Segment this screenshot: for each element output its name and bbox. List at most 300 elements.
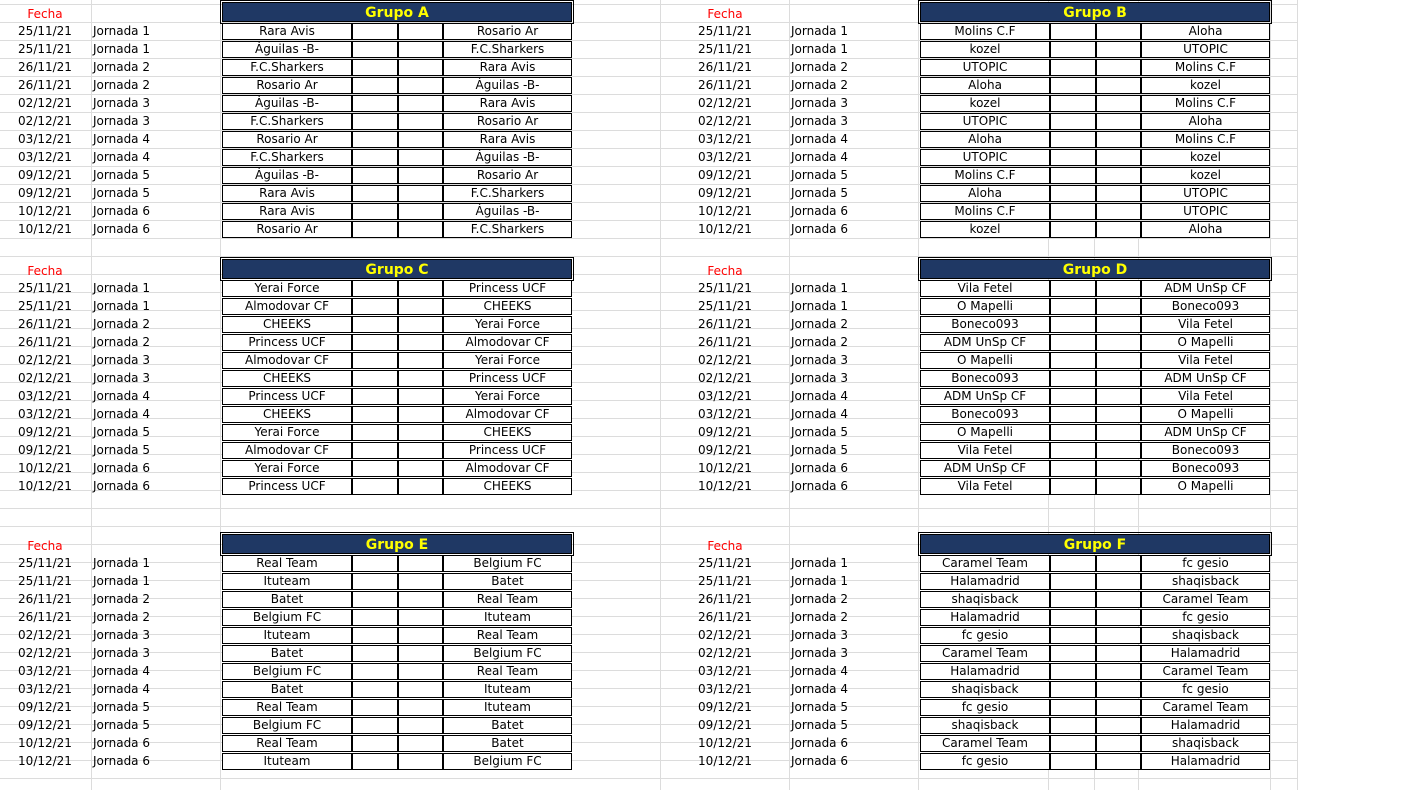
score-cell[interactable] — [398, 59, 443, 76]
score-cell[interactable] — [1050, 406, 1096, 423]
home-team-cell[interactable]: Rara Avis — [222, 185, 352, 202]
away-team-cell[interactable]: Princess UCF — [443, 280, 572, 297]
away-team-cell[interactable]: Princess UCF — [443, 442, 572, 459]
score-cell[interactable] — [352, 699, 398, 716]
score-cell[interactable] — [1050, 221, 1096, 238]
away-team-cell[interactable]: shaqisback — [1141, 627, 1270, 644]
home-team-cell[interactable]: Real Team — [222, 699, 352, 716]
score-cell[interactable] — [352, 406, 398, 423]
home-team-cell[interactable]: Boneco093 — [920, 370, 1050, 387]
away-team-cell[interactable]: F.C.Sharkers — [443, 41, 572, 58]
score-cell[interactable] — [1096, 23, 1141, 40]
home-team-cell[interactable]: Ituteam — [222, 627, 352, 644]
home-team-cell[interactable]: Aloha — [920, 185, 1050, 202]
home-team-cell[interactable]: F.C.Sharkers — [222, 59, 352, 76]
score-cell[interactable] — [1050, 41, 1096, 58]
score-cell[interactable] — [398, 95, 443, 112]
score-cell[interactable] — [352, 131, 398, 148]
home-team-cell[interactable]: Rosario Ar — [222, 77, 352, 94]
score-cell[interactable] — [352, 334, 398, 351]
score-cell[interactable] — [1096, 406, 1141, 423]
home-team-cell[interactable]: O Mapelli — [920, 298, 1050, 315]
home-team-cell[interactable]: Rosario Ar — [222, 131, 352, 148]
score-cell[interactable] — [352, 59, 398, 76]
score-cell[interactable] — [352, 681, 398, 698]
score-cell[interactable] — [398, 573, 443, 590]
away-team-cell[interactable]: O Mapelli — [1141, 478, 1270, 495]
score-cell[interactable] — [1096, 681, 1141, 698]
score-cell[interactable] — [1050, 131, 1096, 148]
score-cell[interactable] — [352, 41, 398, 58]
home-team-cell[interactable]: fc gesio — [920, 627, 1050, 644]
score-cell[interactable] — [352, 370, 398, 387]
score-cell[interactable] — [398, 681, 443, 698]
score-cell[interactable] — [352, 735, 398, 752]
score-cell[interactable] — [398, 280, 443, 297]
score-cell[interactable] — [352, 717, 398, 734]
score-cell[interactable] — [398, 298, 443, 315]
home-team-cell[interactable]: Yerai Force — [222, 424, 352, 441]
home-team-cell[interactable]: UTOPIC — [920, 113, 1050, 130]
home-team-cell[interactable]: Rara Avis — [222, 203, 352, 220]
away-team-cell[interactable]: F.C.Sharkers — [443, 221, 572, 238]
home-team-cell[interactable]: O Mapelli — [920, 424, 1050, 441]
away-team-cell[interactable]: Belgium FC — [443, 555, 572, 572]
home-team-cell[interactable]: ADM UnSp CF — [920, 460, 1050, 477]
score-cell[interactable] — [352, 23, 398, 40]
score-cell[interactable] — [1050, 591, 1096, 608]
away-team-cell[interactable]: Rara Avis — [443, 131, 572, 148]
score-cell[interactable] — [1050, 185, 1096, 202]
away-team-cell[interactable]: Almodovar CF — [443, 406, 572, 423]
home-team-cell[interactable]: kozel — [920, 41, 1050, 58]
match-date: 03/12/21 — [698, 389, 752, 403]
score-cell[interactable] — [398, 442, 443, 459]
score-cell[interactable] — [1096, 352, 1141, 369]
score-cell[interactable] — [1096, 334, 1141, 351]
score-cell[interactable] — [398, 460, 443, 477]
away-team-cell[interactable]: Águilas -B- — [443, 149, 572, 166]
away-team-cell[interactable]: Batet — [443, 735, 572, 752]
away-team-cell[interactable]: Aloha — [1141, 113, 1270, 130]
home-team-cell[interactable]: Batet — [222, 645, 352, 662]
away-team-cell[interactable]: fc gesio — [1141, 555, 1270, 572]
score-cell[interactable] — [1096, 113, 1141, 130]
home-team-cell[interactable]: Real Team — [222, 735, 352, 752]
score-cell[interactable] — [398, 167, 443, 184]
score-cell[interactable] — [352, 77, 398, 94]
score-cell[interactable] — [398, 370, 443, 387]
score-cell[interactable] — [1050, 23, 1096, 40]
score-cell[interactable] — [398, 663, 443, 680]
score-cell[interactable] — [1096, 573, 1141, 590]
score-cell[interactable] — [398, 699, 443, 716]
score-cell[interactable] — [1050, 298, 1096, 315]
score-cell[interactable] — [1096, 203, 1141, 220]
away-team-cell[interactable]: Belgium FC — [443, 753, 572, 770]
score-cell[interactable] — [352, 113, 398, 130]
away-team-cell[interactable]: Ituteam — [443, 609, 572, 626]
score-cell[interactable] — [1096, 41, 1141, 58]
away-team-cell[interactable]: Vila Fetel — [1141, 388, 1270, 405]
match-jornada: Jornada 6 — [93, 479, 150, 493]
away-team-cell[interactable]: Águilas -B- — [443, 203, 572, 220]
away-team-cell[interactable]: Aloha — [1141, 221, 1270, 238]
score-cell[interactable] — [1096, 717, 1141, 734]
score-cell[interactable] — [398, 185, 443, 202]
home-team-cell[interactable]: Caramel Team — [920, 555, 1050, 572]
score-cell[interactable] — [1096, 370, 1141, 387]
score-cell[interactable] — [1096, 460, 1141, 477]
home-team-cell[interactable]: Princess UCF — [222, 334, 352, 351]
score-cell[interactable] — [398, 352, 443, 369]
away-team-cell[interactable]: Águilas -B- — [443, 77, 572, 94]
score-cell[interactable] — [352, 442, 398, 459]
home-team-cell[interactable]: Aloha — [920, 77, 1050, 94]
score-cell[interactable] — [352, 352, 398, 369]
score-cell[interactable] — [352, 753, 398, 770]
away-team-cell[interactable]: UTOPIC — [1141, 41, 1270, 58]
home-team-cell[interactable]: Boneco093 — [920, 316, 1050, 333]
score-cell[interactable] — [352, 627, 398, 644]
away-team-cell[interactable]: Yerai Force — [443, 388, 572, 405]
score-cell[interactable] — [1096, 424, 1141, 441]
score-cell[interactable] — [1050, 753, 1096, 770]
away-team-cell[interactable]: Belgium FC — [443, 645, 572, 662]
score-cell[interactable] — [1096, 185, 1141, 202]
away-team-cell[interactable]: ADM UnSp CF — [1141, 424, 1270, 441]
score-cell[interactable] — [1050, 203, 1096, 220]
grid-row-line — [0, 526, 1298, 527]
score-cell[interactable] — [398, 23, 443, 40]
away-team-cell[interactable]: Boneco093 — [1141, 298, 1270, 315]
home-team-cell[interactable]: Halamadrid — [920, 609, 1050, 626]
score-cell[interactable] — [1096, 59, 1141, 76]
home-team-cell[interactable]: Almodovar CF — [222, 442, 352, 459]
score-cell[interactable] — [1050, 681, 1096, 698]
home-team-cell[interactable]: Yerai Force — [222, 460, 352, 477]
score-cell[interactable] — [1050, 113, 1096, 130]
away-team-cell[interactable]: UTOPIC — [1141, 203, 1270, 220]
away-team-cell[interactable]: shaqisback — [1141, 573, 1270, 590]
away-team-cell[interactable]: Real Team — [443, 663, 572, 680]
away-team-cell[interactable]: Real Team — [443, 591, 572, 608]
score-cell[interactable] — [398, 591, 443, 608]
score-cell[interactable] — [352, 280, 398, 297]
away-team-cell[interactable]: Halamadrid — [1141, 753, 1270, 770]
home-team-cell[interactable]: Belgium FC — [222, 717, 352, 734]
score-cell[interactable] — [1050, 735, 1096, 752]
home-team-cell[interactable]: Vila Fetel — [920, 280, 1050, 297]
score-cell[interactable] — [352, 95, 398, 112]
home-team-cell[interactable]: Halamadrid — [920, 573, 1050, 590]
away-team-cell[interactable]: kozel — [1141, 77, 1270, 94]
score-cell[interactable] — [352, 478, 398, 495]
home-team-cell[interactable]: CHEEKS — [222, 370, 352, 387]
score-cell[interactable] — [352, 388, 398, 405]
home-team-cell[interactable]: F.C.Sharkers — [222, 149, 352, 166]
score-cell[interactable] — [1096, 388, 1141, 405]
score-cell[interactable] — [398, 131, 443, 148]
away-team-cell[interactable]: O Mapelli — [1141, 334, 1270, 351]
home-team-cell[interactable]: fc gesio — [920, 699, 1050, 716]
away-team-cell[interactable]: Almodovar CF — [443, 460, 572, 477]
home-team-cell[interactable]: Yerai Force — [222, 280, 352, 297]
score-cell[interactable] — [398, 627, 443, 644]
away-team-cell[interactable]: Yerai Force — [443, 316, 572, 333]
away-team-cell[interactable]: ADM UnSp CF — [1141, 370, 1270, 387]
home-team-cell[interactable]: Boneco093 — [920, 406, 1050, 423]
score-cell[interactable] — [1050, 316, 1096, 333]
match-date: 26/11/21 — [698, 78, 752, 92]
away-team-cell[interactable]: Halamadrid — [1141, 717, 1270, 734]
home-team-cell[interactable]: CHEEKS — [222, 316, 352, 333]
score-cell[interactable] — [398, 388, 443, 405]
score-cell[interactable] — [1050, 609, 1096, 626]
score-cell[interactable] — [1050, 280, 1096, 297]
home-team-cell[interactable]: ADM UnSp CF — [920, 334, 1050, 351]
away-team-cell[interactable]: Molins C.F — [1141, 59, 1270, 76]
score-cell[interactable] — [398, 717, 443, 734]
score-cell[interactable] — [398, 221, 443, 238]
away-team-cell[interactable]: Vila Fetel — [1141, 352, 1270, 369]
score-cell[interactable] — [1096, 316, 1141, 333]
away-team-cell[interactable]: UTOPIC — [1141, 185, 1270, 202]
fecha-header: Fecha — [27, 539, 63, 553]
score-cell[interactable] — [1050, 645, 1096, 662]
score-cell[interactable] — [352, 573, 398, 590]
home-team-cell[interactable]: Ituteam — [222, 573, 352, 590]
home-team-cell[interactable]: Águilas -B- — [222, 41, 352, 58]
away-team-cell[interactable]: Princess UCF — [443, 370, 572, 387]
score-cell[interactable] — [398, 645, 443, 662]
home-team-cell[interactable]: Molins C.F — [920, 203, 1050, 220]
home-team-cell[interactable]: kozel — [920, 95, 1050, 112]
match-jornada: Jornada 4 — [93, 407, 150, 421]
score-cell[interactable] — [398, 609, 443, 626]
score-cell[interactable] — [398, 478, 443, 495]
score-cell[interactable] — [1050, 424, 1096, 441]
home-team-cell[interactable]: shaqisback — [920, 591, 1050, 608]
away-team-cell[interactable]: shaqisback — [1141, 735, 1270, 752]
home-team-cell[interactable]: Halamadrid — [920, 663, 1050, 680]
away-team-cell[interactable]: ADM UnSp CF — [1141, 280, 1270, 297]
home-team-cell[interactable]: Rosario Ar — [222, 221, 352, 238]
home-team-cell[interactable]: Vila Fetel — [920, 442, 1050, 459]
score-cell[interactable] — [352, 167, 398, 184]
home-team-cell[interactable]: Aloha — [920, 131, 1050, 148]
score-cell[interactable] — [398, 735, 443, 752]
score-cell[interactable] — [398, 316, 443, 333]
score-cell[interactable] — [352, 221, 398, 238]
away-team-cell[interactable]: Real Team — [443, 627, 572, 644]
score-cell[interactable] — [398, 406, 443, 423]
away-team-cell[interactable]: kozel — [1141, 167, 1270, 184]
away-team-cell[interactable]: CHEEKS — [443, 298, 572, 315]
home-team-cell[interactable]: kozel — [920, 221, 1050, 238]
away-team-cell[interactable]: Halamadrid — [1141, 645, 1270, 662]
away-team-cell[interactable]: Boneco093 — [1141, 442, 1270, 459]
home-team-cell[interactable]: Batet — [222, 591, 352, 608]
score-cell[interactable] — [1096, 131, 1141, 148]
match-date: 03/12/21 — [698, 407, 752, 421]
score-cell[interactable] — [1050, 149, 1096, 166]
home-team-cell[interactable]: CHEEKS — [222, 406, 352, 423]
score-cell[interactable] — [352, 185, 398, 202]
match-date: 25/11/21 — [698, 574, 752, 588]
score-cell[interactable] — [1050, 352, 1096, 369]
home-team-cell[interactable]: Caramel Team — [920, 645, 1050, 662]
score-cell[interactable] — [1096, 627, 1141, 644]
match-jornada: Jornada 2 — [791, 60, 848, 74]
match-date: 10/12/21 — [698, 736, 752, 750]
home-team-cell[interactable]: O Mapelli — [920, 352, 1050, 369]
away-team-cell[interactable]: Batet — [443, 573, 572, 590]
score-cell[interactable] — [352, 460, 398, 477]
score-cell[interactable] — [1096, 95, 1141, 112]
score-cell[interactable] — [352, 298, 398, 315]
score-cell[interactable] — [398, 753, 443, 770]
home-team-cell[interactable]: shaqisback — [920, 717, 1050, 734]
away-team-cell[interactable]: Aloha — [1141, 23, 1270, 40]
away-team-cell[interactable]: CHEEKS — [443, 478, 572, 495]
score-cell[interactable] — [1050, 627, 1096, 644]
home-team-cell[interactable]: Molins C.F — [920, 23, 1050, 40]
away-team-cell[interactable]: Boneco093 — [1141, 460, 1270, 477]
score-cell[interactable] — [1050, 478, 1096, 495]
home-team-cell[interactable]: Batet — [222, 681, 352, 698]
home-team-cell[interactable]: Princess UCF — [222, 478, 352, 495]
away-team-cell[interactable]: Caramel Team — [1141, 663, 1270, 680]
score-cell[interactable] — [398, 203, 443, 220]
score-cell[interactable] — [1096, 280, 1141, 297]
score-cell[interactable] — [1050, 167, 1096, 184]
away-team-cell[interactable]: Rara Avis — [443, 95, 572, 112]
home-team-cell[interactable]: Almodovar CF — [222, 298, 352, 315]
score-cell[interactable] — [352, 424, 398, 441]
score-cell[interactable] — [1050, 442, 1096, 459]
home-team-cell[interactable]: ADM UnSp CF — [920, 388, 1050, 405]
score-cell[interactable] — [1096, 591, 1141, 608]
away-team-cell[interactable]: Almodovar CF — [443, 334, 572, 351]
score-cell[interactable] — [398, 424, 443, 441]
home-team-cell[interactable]: Real Team — [222, 555, 352, 572]
away-team-cell[interactable]: Caramel Team — [1141, 699, 1270, 716]
score-cell[interactable] — [1096, 663, 1141, 680]
score-cell[interactable] — [1096, 149, 1141, 166]
home-team-cell[interactable]: Águilas -B- — [222, 167, 352, 184]
away-team-cell[interactable]: Rosario Ar — [443, 167, 572, 184]
score-cell[interactable] — [352, 609, 398, 626]
score-cell[interactable] — [1096, 167, 1141, 184]
home-team-cell[interactable]: Belgium FC — [222, 663, 352, 680]
away-team-cell[interactable]: fc gesio — [1141, 609, 1270, 626]
away-team-cell[interactable]: Molins C.F — [1141, 95, 1270, 112]
score-cell[interactable] — [352, 663, 398, 680]
score-cell[interactable] — [1050, 573, 1096, 590]
home-team-cell[interactable]: UTOPIC — [920, 59, 1050, 76]
away-team-cell[interactable]: F.C.Sharkers — [443, 185, 572, 202]
away-team-cell[interactable]: Ituteam — [443, 681, 572, 698]
away-team-cell[interactable]: Ituteam — [443, 699, 572, 716]
score-cell[interactable] — [398, 334, 443, 351]
score-cell[interactable] — [352, 149, 398, 166]
score-cell[interactable] — [1096, 645, 1141, 662]
home-team-cell[interactable]: Caramel Team — [920, 735, 1050, 752]
home-team-cell[interactable]: fc gesio — [920, 753, 1050, 770]
home-team-cell[interactable]: Almodovar CF — [222, 352, 352, 369]
score-cell[interactable] — [1050, 334, 1096, 351]
score-cell[interactable] — [1050, 555, 1096, 572]
score-cell[interactable] — [1050, 699, 1096, 716]
score-cell[interactable] — [1050, 663, 1096, 680]
home-team-cell[interactable]: Vila Fetel — [920, 478, 1050, 495]
score-cell[interactable] — [352, 591, 398, 608]
match-date: 10/12/21 — [18, 461, 72, 475]
away-team-cell[interactable]: Vila Fetel — [1141, 316, 1270, 333]
score-cell[interactable] — [1096, 555, 1141, 572]
score-cell[interactable] — [1050, 717, 1096, 734]
score-cell[interactable] — [1096, 77, 1141, 94]
home-team-cell[interactable]: Rara Avis — [222, 23, 352, 40]
score-cell[interactable] — [1096, 753, 1141, 770]
home-team-cell[interactable]: Princess UCF — [222, 388, 352, 405]
home-team-cell[interactable]: F.C.Sharkers — [222, 113, 352, 130]
score-cell[interactable] — [398, 41, 443, 58]
score-cell[interactable] — [1096, 298, 1141, 315]
score-cell[interactable] — [1096, 442, 1141, 459]
home-team-cell[interactable]: Molins C.F — [920, 167, 1050, 184]
home-team-cell[interactable]: shaqisback — [920, 681, 1050, 698]
away-team-cell[interactable]: Rara Avis — [443, 59, 572, 76]
score-cell[interactable] — [1096, 699, 1141, 716]
away-team-cell[interactable]: Molins C.F — [1141, 131, 1270, 148]
score-cell[interactable] — [1096, 221, 1141, 238]
match-jornada: Jornada 2 — [791, 592, 848, 606]
away-team-cell[interactable]: Yerai Force — [443, 352, 572, 369]
score-cell[interactable] — [352, 645, 398, 662]
score-cell[interactable] — [398, 113, 443, 130]
score-cell[interactable] — [1096, 609, 1141, 626]
score-cell[interactable] — [352, 555, 398, 572]
away-team-cell[interactable]: Rosario Ar — [443, 113, 572, 130]
away-team-cell[interactable]: fc gesio — [1141, 681, 1270, 698]
score-cell[interactable] — [352, 316, 398, 333]
home-team-cell[interactable]: UTOPIC — [920, 149, 1050, 166]
away-team-cell[interactable]: Batet — [443, 717, 572, 734]
away-team-cell[interactable]: CHEEKS — [443, 424, 572, 441]
score-cell[interactable] — [398, 555, 443, 572]
away-team-cell[interactable]: Rosario Ar — [443, 23, 572, 40]
score-cell[interactable] — [398, 77, 443, 94]
away-team-cell[interactable]: O Mapelli — [1141, 406, 1270, 423]
score-cell[interactable] — [1050, 77, 1096, 94]
home-team-cell[interactable]: Águilas -B- — [222, 95, 352, 112]
score-cell[interactable] — [1096, 735, 1141, 752]
away-team-cell[interactable]: Caramel Team — [1141, 591, 1270, 608]
score-cell[interactable] — [1096, 478, 1141, 495]
score-cell[interactable] — [1050, 460, 1096, 477]
score-cell[interactable] — [1050, 95, 1096, 112]
score-cell[interactable] — [352, 203, 398, 220]
home-team-cell[interactable]: Ituteam — [222, 753, 352, 770]
score-cell[interactable] — [1050, 388, 1096, 405]
home-team-cell[interactable]: Belgium FC — [222, 609, 352, 626]
score-cell[interactable] — [1050, 59, 1096, 76]
score-cell[interactable] — [1050, 370, 1096, 387]
score-cell[interactable] — [398, 149, 443, 166]
away-team-cell[interactable]: kozel — [1141, 149, 1270, 166]
